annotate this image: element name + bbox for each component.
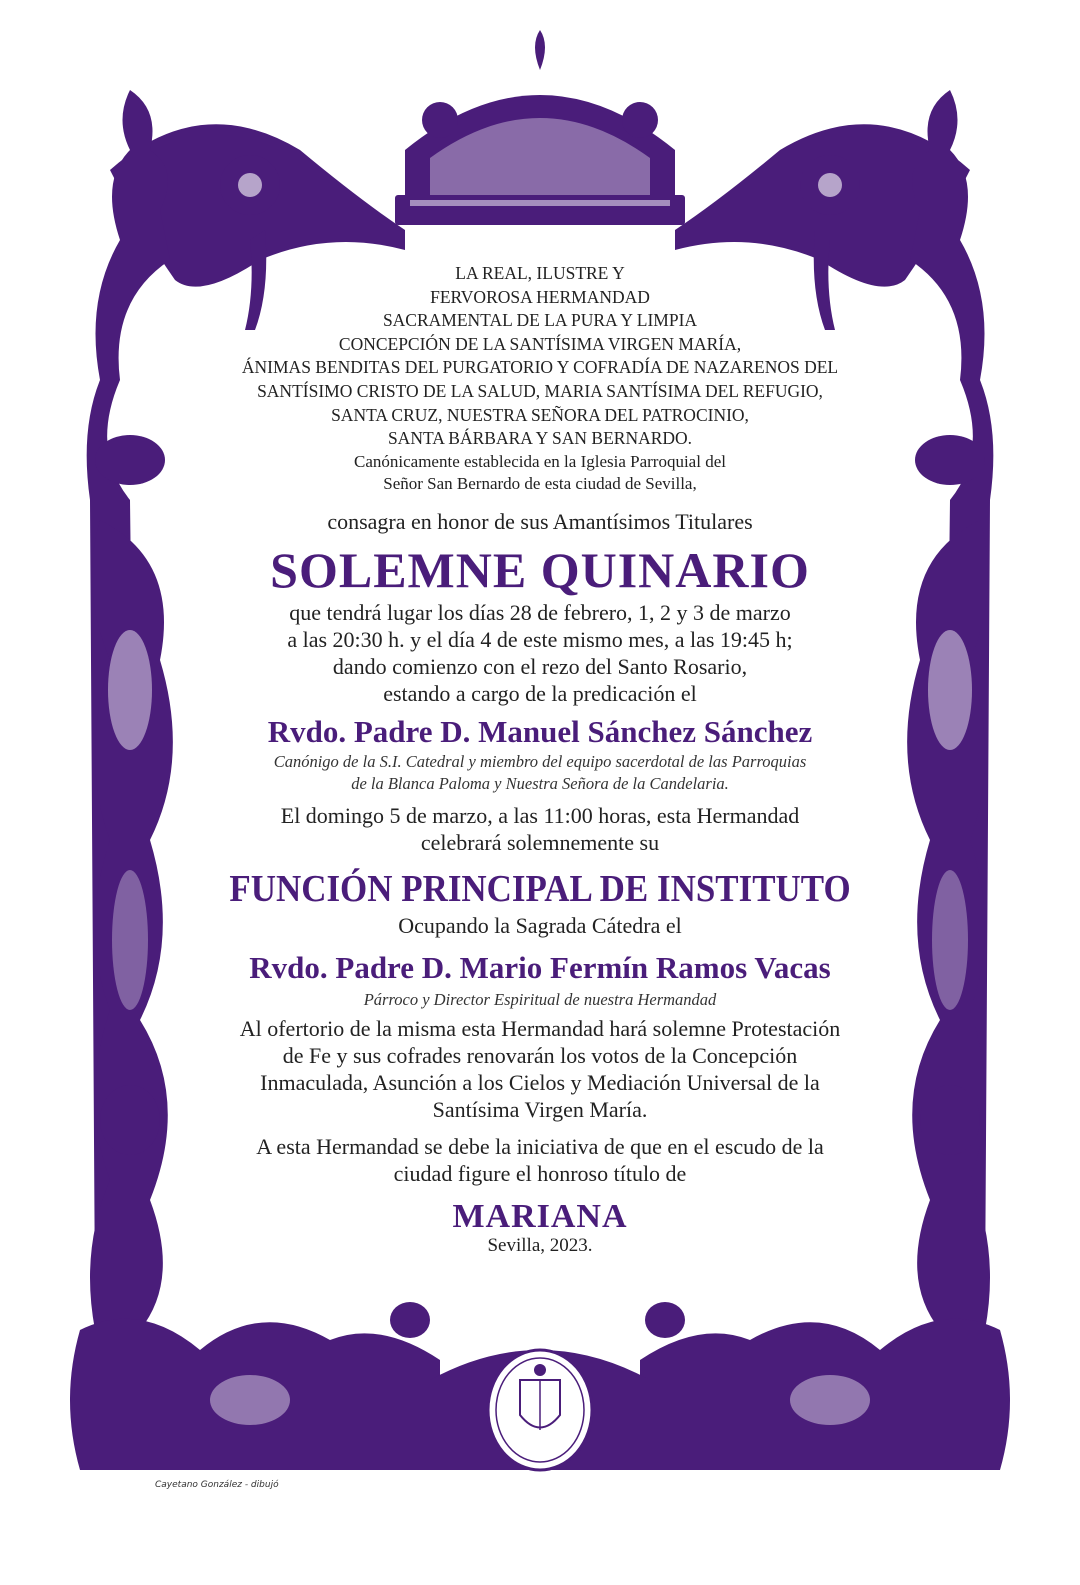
funcion-intro: El domingo 5 de marzo, a las 11:00 horas, esta Hermandad	[280, 802, 800, 828]
artist-signature: Cayetano González - dibujó	[155, 1480, 279, 1490]
funcion-preacher: Rvdo. Padre D. Mario Fermín Ramos Vacas	[249, 949, 831, 985]
quinario-preacher: Rvdo. Padre D. Manuel Sánchez Sánchez	[267, 713, 813, 749]
quinario-line: estando a cargo de la predicación el	[383, 680, 697, 706]
mariana-title: MARIANA	[452, 1197, 628, 1235]
quinario-line: a las 20:30 h. y el día 4 de este mismo mes, a las 19:45 h;	[287, 626, 793, 652]
quinario-preacher-role: Canónigo de la S.I. Catedral y miembro del equipo sacerdotal de las Parroquias	[273, 751, 807, 771]
iniciativa-line: A esta Hermandad se debe la iniciativa de que en el escudo de la	[256, 1133, 824, 1159]
coat-of-arms-icon	[488, 1350, 592, 1470]
header-line: SANTÍSIMO CRISTO DE LA SALUD, MARIA SANTÍSIMA DEL REFUGIO,	[257, 380, 823, 401]
header-line: FERVOROSA HERMANDAD	[430, 286, 650, 307]
funcion-title: FUNCIÓN PRINCIPAL DE INSTITUTO	[229, 867, 851, 910]
funcion-preacher-role: Párroco y Director Espiritual de nuestra Hermandad	[363, 989, 717, 1009]
header-line: Señor San Bernardo de esta ciudad de Sevilla,	[383, 473, 697, 493]
quinario-preacher-role: de la Blanca Paloma y Nuestra Señora de la Candelaria.	[351, 773, 729, 793]
header-line: SACRAMENTAL DE LA PURA Y LIMPIA	[382, 310, 698, 331]
header-line: Canónicamente establecida en la Iglesia Parroquial del	[354, 451, 726, 471]
header-line: SANTA CRUZ, NUESTRA SEÑORA DEL PATROCINIO,	[331, 404, 749, 425]
header-line: LA REAL, ILUSTRE Y	[455, 263, 625, 283]
ofertorio-line: Inmaculada, Asunción a los Cielos y Mediación Universal de la	[260, 1069, 820, 1095]
funcion-intro: celebrará solemnemente su	[420, 829, 660, 855]
header-line: CONCEPCIÓN DE LA SANTÍSIMA VIRGEN MARÍA,	[338, 333, 742, 354]
iniciativa-line: ciudad figure el honroso título de	[393, 1160, 687, 1186]
header-line: SANTA BÁRBARA Y SAN BERNARDO.	[387, 428, 693, 449]
ofertorio-line: Al ofertorio de la misma esta Hermandad hará solemne Protestación	[239, 1015, 841, 1041]
place-date: Sevilla, 2023.	[487, 1234, 593, 1256]
proclamation-text	[200, 262, 880, 1257]
header-line: ÁNIMAS BENDITAS DEL PURGATORIO Y COFRADÍA DE NAZARENOS DEL	[241, 357, 839, 378]
quinario-title: SOLEMNE QUINARIO	[270, 541, 810, 598]
ofertorio-line: de Fe y sus cofrades renovarán los votos de la Concepción	[282, 1042, 798, 1068]
consagra-line: consagra en honor de sus Amantísimos Titulares	[327, 508, 753, 534]
funcion-catedra: Ocupando la Sagrada Cátedra el	[398, 912, 682, 938]
quinario-line: dando comienzo con el rezo del Santo Rosario,	[332, 653, 748, 679]
quinario-line: que tendrá lugar los días 28 de febrero, 1, 2 y 3 de marzo	[289, 599, 791, 625]
ofertorio-line: Santísima Virgen María.	[432, 1096, 648, 1122]
